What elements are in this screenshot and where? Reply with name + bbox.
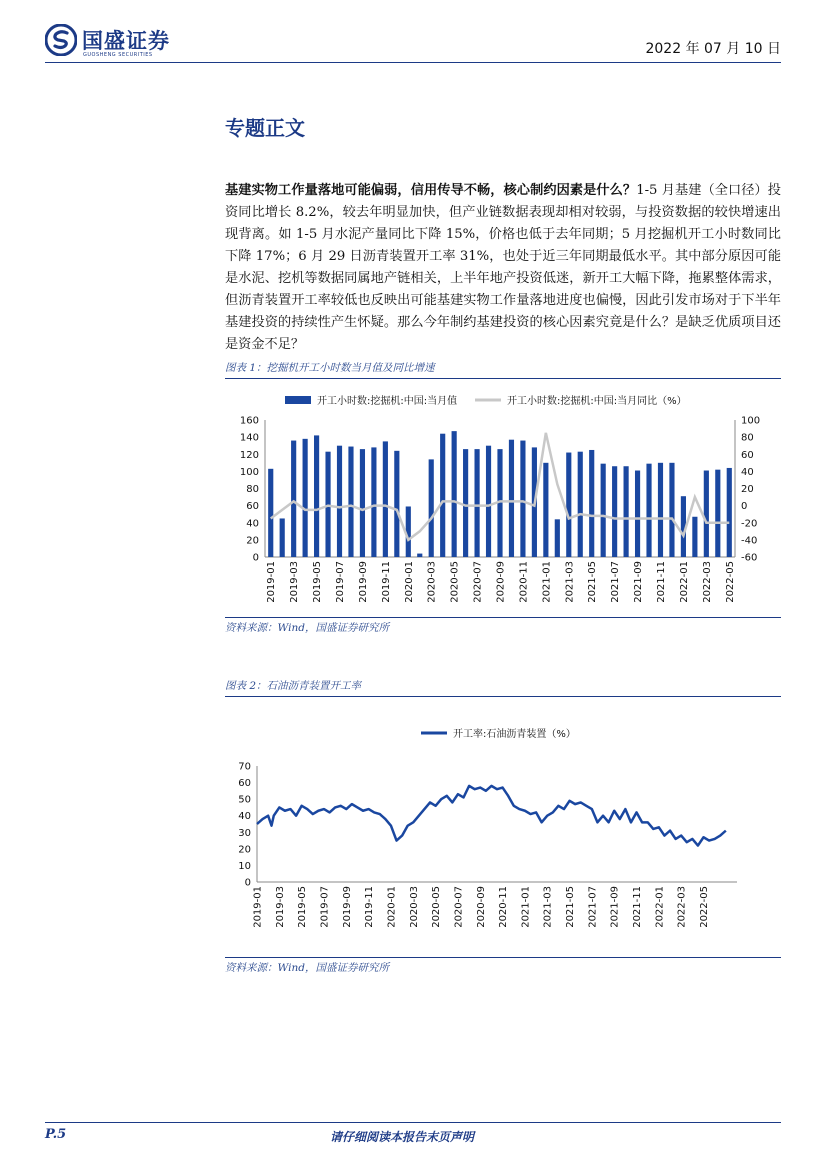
x-tick-label: 2019-11 xyxy=(364,886,376,928)
x-tick-label: 2022-05 xyxy=(699,886,711,928)
header-divider xyxy=(45,62,781,63)
bar xyxy=(280,518,285,557)
bar xyxy=(360,449,365,557)
bar xyxy=(303,439,308,557)
guosheng-logo-icon xyxy=(45,24,77,56)
bar xyxy=(417,554,422,557)
bar xyxy=(578,452,583,557)
body-paragraph xyxy=(225,180,781,356)
bar xyxy=(509,440,514,557)
bar xyxy=(715,470,720,557)
y-tick-left-label: 100 xyxy=(239,466,259,478)
x-tick-label: 2021-09 xyxy=(609,886,621,928)
x-tick-label: 2022-03 xyxy=(701,561,713,603)
x-tick-label: 2019-01 xyxy=(252,886,264,928)
footer-divider xyxy=(45,1122,781,1123)
y-tick-right-label: 40 xyxy=(741,466,754,478)
bar xyxy=(348,447,353,557)
y-tick-right-label: -60 xyxy=(741,552,758,564)
bar xyxy=(589,450,594,557)
body-text: 1-5 月基建（全口径）投资同比增长 8.2%，较去年明显加快，但产业链数据表现却相对较弱，与投资数据的较快增速出现背离。如 1-5 月水泥产量同比下降 15%，价格也低于去年同期；5 月挖掘机开工小时数同比下降 17%；6 月 29 日沥青装置开工率 31%，也处于近三年同期最低水平。其中部分原因可能是水泥、挖机等数据同属地产链相关，上半年地产投资低迷，新开工大幅下降，拖累整体需求，但沥青装置开工率较低也反映出可能基建实物工作量落地进度也偏慢，因此引发市场对于下半年基建投资的持续性产生怀疑。那么今年制约基建投资的核心因素究竟是什么？是缺乏优质项目还是资金不足？ xyxy=(225,183,781,352)
section-title: 专题正文 xyxy=(225,116,305,140)
y-tick-left-label: 120 xyxy=(239,449,259,461)
x-tick-label: 2022-05 xyxy=(724,561,736,603)
page-number: P.5 xyxy=(45,1127,67,1142)
bar xyxy=(520,441,525,557)
bar xyxy=(543,463,548,557)
bar xyxy=(474,449,479,557)
x-tick-label: 2019-05 xyxy=(312,561,324,603)
bar xyxy=(268,469,273,557)
header xyxy=(0,0,827,64)
y-tick-label: 20 xyxy=(238,844,251,856)
x-tick-label: 2019-03 xyxy=(289,561,301,603)
x-tick-label: 2021-03 xyxy=(542,886,554,928)
figure2-source: 资料来源：Wind，国盛证券研究所 xyxy=(225,962,389,974)
x-tick-label: 2020-01 xyxy=(403,561,415,603)
figure2-bottom-rule xyxy=(225,957,781,958)
bar xyxy=(635,471,640,557)
bar xyxy=(394,451,399,557)
y-tick-label: 0 xyxy=(244,877,251,889)
x-tick-label: 2021-11 xyxy=(632,886,644,928)
bar xyxy=(555,519,560,557)
x-tick-label: 2020-09 xyxy=(495,561,507,603)
y-tick-label: 40 xyxy=(238,811,251,823)
x-tick-label: 2021-07 xyxy=(610,561,622,603)
x-tick-label: 2021-01 xyxy=(541,561,553,603)
bar xyxy=(291,441,296,557)
x-tick-label: 2020-03 xyxy=(408,886,420,928)
y-tick-left-label: 0 xyxy=(252,552,259,564)
x-tick-label: 2020-07 xyxy=(453,886,465,928)
asphalt-chart xyxy=(225,700,781,955)
lead-sentence: 基建实物工作量落地可能偏弱，信用传导不畅，核心制约因素是什么？ xyxy=(225,183,637,198)
bar xyxy=(383,441,388,557)
report-date: 2022 年 07 月 10 日 xyxy=(645,41,781,57)
x-tick-label: 2021-11 xyxy=(655,561,667,603)
y-tick-left-label: 160 xyxy=(239,415,259,427)
x-tick-label: 2019-09 xyxy=(341,886,353,928)
y-tick-right-label: -20 xyxy=(741,518,758,530)
legend-line-label: 开工小时数:挖掘机:中国:当月同比（%） xyxy=(507,396,687,407)
bar xyxy=(704,471,709,557)
bar xyxy=(727,468,732,557)
bar xyxy=(371,447,376,557)
x-tick-label: 2021-05 xyxy=(587,561,599,603)
x-tick-label: 2020-05 xyxy=(431,886,443,928)
y-tick-right-label: 60 xyxy=(741,449,754,461)
bar xyxy=(325,452,330,557)
y-tick-label: 60 xyxy=(238,778,251,790)
x-tick-label: 2020-11 xyxy=(498,886,510,928)
legend-asphalt-label: 开工率:石油沥青装置（%） xyxy=(453,729,576,740)
x-tick-label: 2019-05 xyxy=(297,886,309,928)
y-tick-right-label: -40 xyxy=(741,535,758,547)
x-tick-label: 2020-03 xyxy=(426,561,438,603)
y-tick-left-label: 40 xyxy=(246,518,259,530)
figure1-bottom-rule xyxy=(225,617,781,618)
y-tick-left-label: 20 xyxy=(246,535,259,547)
x-tick-label: 2021-09 xyxy=(633,561,645,603)
x-tick-label: 2020-05 xyxy=(449,561,461,603)
x-tick-label: 2022-01 xyxy=(678,561,690,603)
x-tick-label: 2019-09 xyxy=(357,561,369,603)
figure2-top-rule xyxy=(225,696,781,697)
x-tick-label: 2021-05 xyxy=(565,886,577,928)
bar xyxy=(658,463,663,557)
y-tick-label: 10 xyxy=(238,860,251,872)
brand-name: 国盛证券 xyxy=(82,29,170,53)
x-tick-label: 2021-07 xyxy=(587,886,599,928)
excavator-chart xyxy=(225,382,781,614)
x-tick-label: 2021-03 xyxy=(564,561,576,603)
bar xyxy=(429,459,434,557)
y-tick-right-label: 100 xyxy=(741,415,761,427)
x-tick-label: 2019-07 xyxy=(335,561,347,603)
x-tick-label: 2022-03 xyxy=(676,886,688,928)
y-tick-left-label: 80 xyxy=(246,484,259,495)
bar xyxy=(452,431,457,557)
x-tick-label: 2020-07 xyxy=(472,561,484,603)
x-tick-label: 2020-11 xyxy=(518,561,530,603)
y-tick-label: 50 xyxy=(238,794,251,806)
bar xyxy=(440,434,445,557)
chart2-legend xyxy=(421,727,576,740)
bar xyxy=(669,463,674,557)
x-tick-label: 2019-11 xyxy=(380,561,392,603)
bar xyxy=(646,464,651,557)
bar xyxy=(566,453,571,557)
bar xyxy=(624,466,629,557)
legend-bar-label: 开工小时数:挖掘机:中国:当月值 xyxy=(317,396,458,407)
figure1-source: 资料来源：Wind，国盛证券研究所 xyxy=(225,622,389,634)
bar xyxy=(486,446,491,557)
x-tick-label: 2022-01 xyxy=(654,886,666,928)
bar xyxy=(314,435,319,557)
y-tick-left-label: 60 xyxy=(246,501,259,513)
y-tick-right-label: 0 xyxy=(741,501,748,513)
figure2-title: 图表 2：石油沥青装置开工率 xyxy=(225,680,362,692)
bar xyxy=(612,466,617,557)
bar xyxy=(601,464,606,557)
figure1-title: 图表 1：挖掘机开工小时数当月值及同比增速 xyxy=(225,362,435,374)
y-tick-left-label: 140 xyxy=(239,432,259,444)
legend-bar-swatch xyxy=(285,396,311,404)
footer-disclaimer: 请仔细阅读本报告末页声明 xyxy=(330,1130,475,1144)
x-tick-label: 2019-07 xyxy=(319,886,331,928)
bar xyxy=(463,449,468,557)
x-tick-label: 2020-09 xyxy=(475,886,487,928)
y-tick-right-label: 20 xyxy=(741,484,754,495)
bar xyxy=(337,446,342,557)
brand-subtitle: GUOSHENG SECURITIES xyxy=(83,52,153,58)
chart1-legend xyxy=(285,394,687,407)
figure1-top-rule xyxy=(225,378,781,379)
y-tick-label: 30 xyxy=(238,827,251,839)
x-tick-label: 2019-01 xyxy=(266,561,278,603)
y-tick-right-label: 80 xyxy=(741,432,754,444)
x-tick-label: 2019-03 xyxy=(274,886,286,928)
y-tick-label: 70 xyxy=(238,761,251,773)
bar xyxy=(692,517,697,557)
asphalt-line xyxy=(257,786,726,846)
x-tick-label: 2021-01 xyxy=(520,886,532,928)
x-tick-label: 2020-01 xyxy=(386,886,398,928)
